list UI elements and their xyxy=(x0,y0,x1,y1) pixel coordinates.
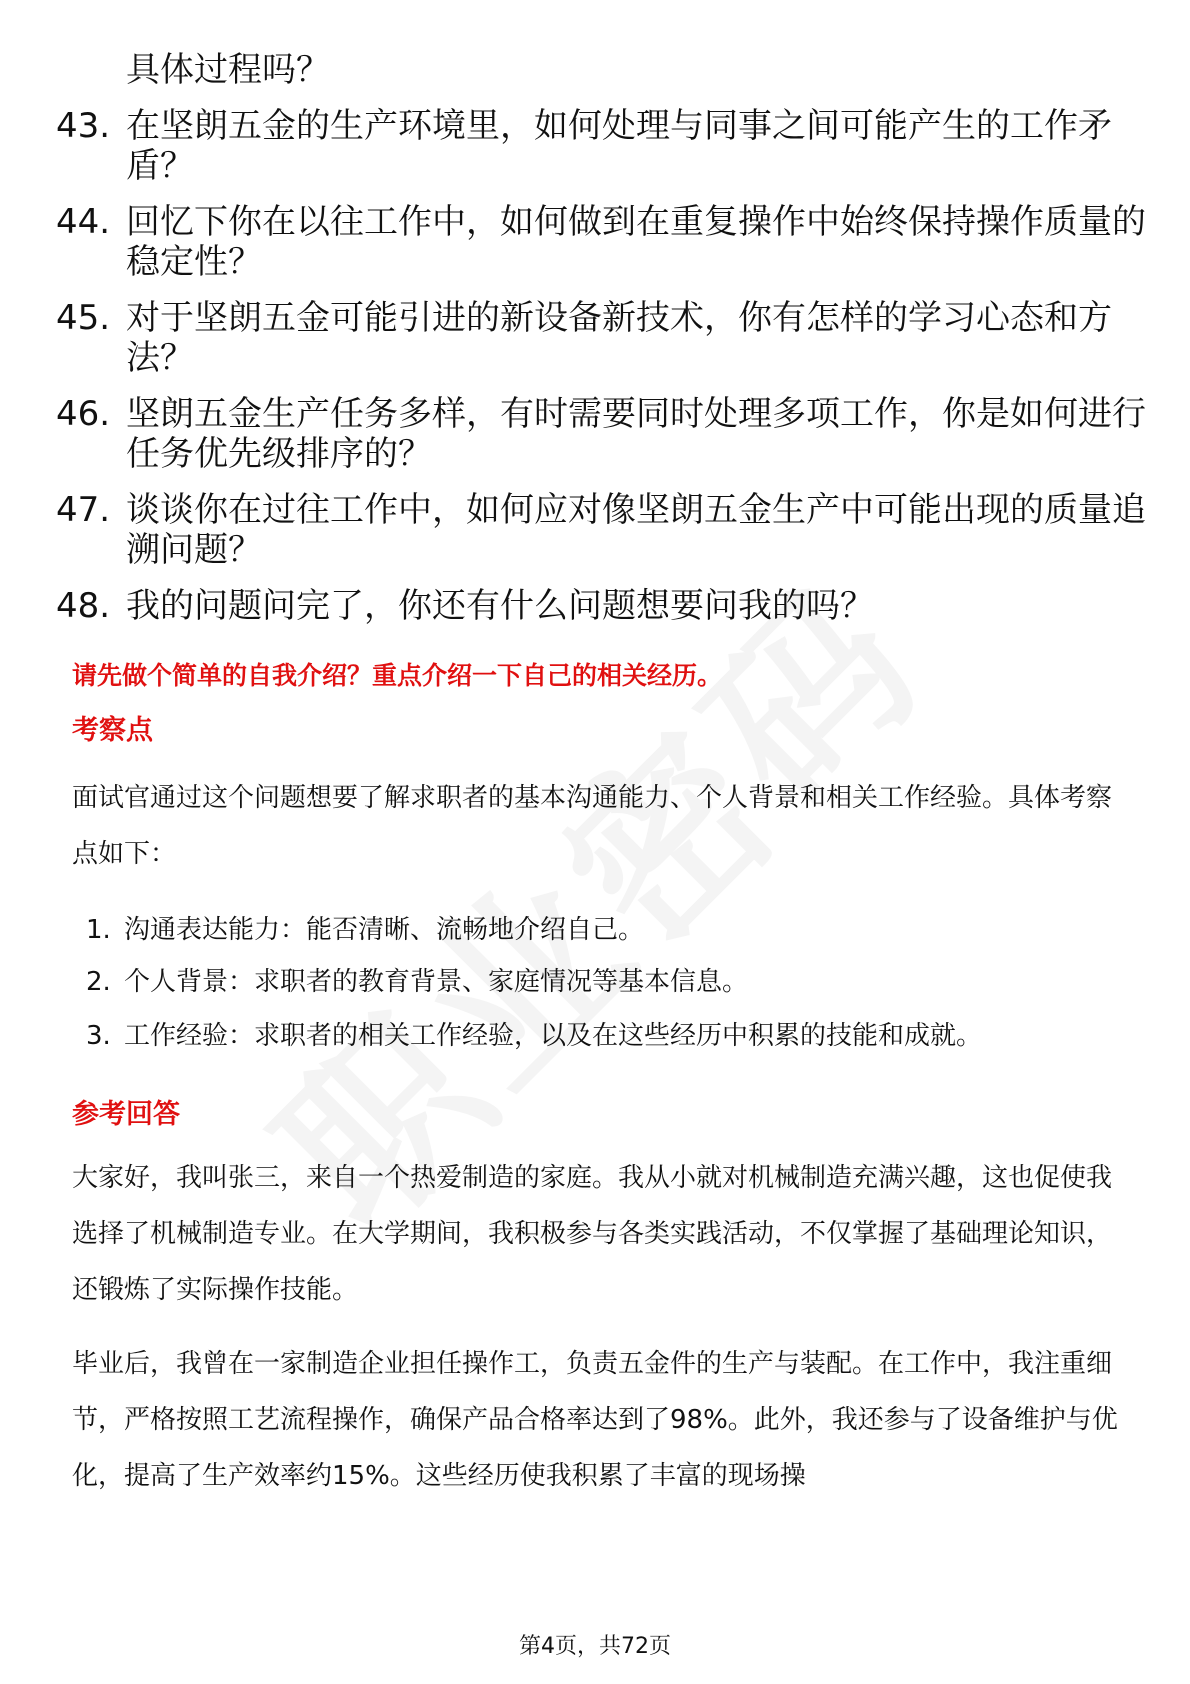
examine-heading: 考察点 xyxy=(72,715,153,746)
answer-heading: 参考回答 xyxy=(72,1099,180,1130)
examine-point xyxy=(86,964,748,1000)
answer-paragraph: 毕业后，我曾在一家制造企业担任操作工，负责五金件的生产与装配。在工作中，我注重细节，严格按照工艺流程操作，确保产品合格率达到了98%。此外，我还参与了设备维护与优化，提高了生产效率约15%。这些经历使我积累了丰富的现场操 xyxy=(72,1349,1118,1491)
question-text: 谈谈你在过往工作中，如何应对像坚朗五金生产中可能出现的质量追溯问题？ xyxy=(126,490,1146,570)
question-text: 具体过程吗？ xyxy=(126,50,330,90)
point-text: 沟通表达能力：能否清晰、流畅地介绍自己。 xyxy=(124,915,645,945)
point-number: 1. xyxy=(86,915,111,945)
question-number: 45. xyxy=(56,298,111,338)
question-number: 43. xyxy=(56,106,111,146)
point-text: 个人背景：求职者的教育背景、家庭情况等基本信息。 xyxy=(124,967,749,997)
question-text: 我的问题问完了，你还有什么问题想要问我的吗？ xyxy=(126,586,874,626)
examine-point xyxy=(86,912,644,948)
point-text: 工作经验：求职者的相关工作经验，以及在这些经历中积累的技能和成就。 xyxy=(124,1021,983,1051)
question-title: 请先做个简单的自我介绍？重点介绍一下自己的相关经历。 xyxy=(72,661,723,690)
point-number: 3. xyxy=(86,1021,111,1051)
question-number: 46. xyxy=(56,394,111,434)
point-number: 2. xyxy=(86,967,111,997)
page-footer: 第4页，共72页 xyxy=(519,1634,671,1659)
question-number: 47. xyxy=(56,490,111,530)
question-number: 48. xyxy=(56,586,111,626)
answer-paragraph: 大家好，我叫张三，来自一个热爱制造的家庭。我从小就对机械制造充满兴趣，这也促使我选择了机械制造专业。在大学期间，我积极参与各类实践活动，不仅掌握了基础理论知识，还锻炼了实际操作技能。 xyxy=(72,1163,1113,1305)
question-text: 对于坚朗五金可能引进的新设备新技术，你有怎样的学习心态和方法？ xyxy=(126,298,1112,378)
examine-intro: 面试官通过这个问题想要了解求职者的基本沟通能力、个人背景和相关工作经验。具体考察点如下： xyxy=(72,783,1113,869)
question-text: 坚朗五金生产任务多样，有时需要同时处理多项工作，你是如何进行任务优先级排序的？ xyxy=(126,394,1146,474)
question-text: 在坚朗五金的生产环境里，如何处理与同事之间可能产生的工作矛盾？ xyxy=(126,106,1112,186)
question-text: 回忆下你在以往工作中，如何做到在重复操作中始终保持操作质量的稳定性？ xyxy=(126,202,1146,282)
examine-point xyxy=(86,1018,982,1054)
question-number: 44. xyxy=(56,202,111,242)
